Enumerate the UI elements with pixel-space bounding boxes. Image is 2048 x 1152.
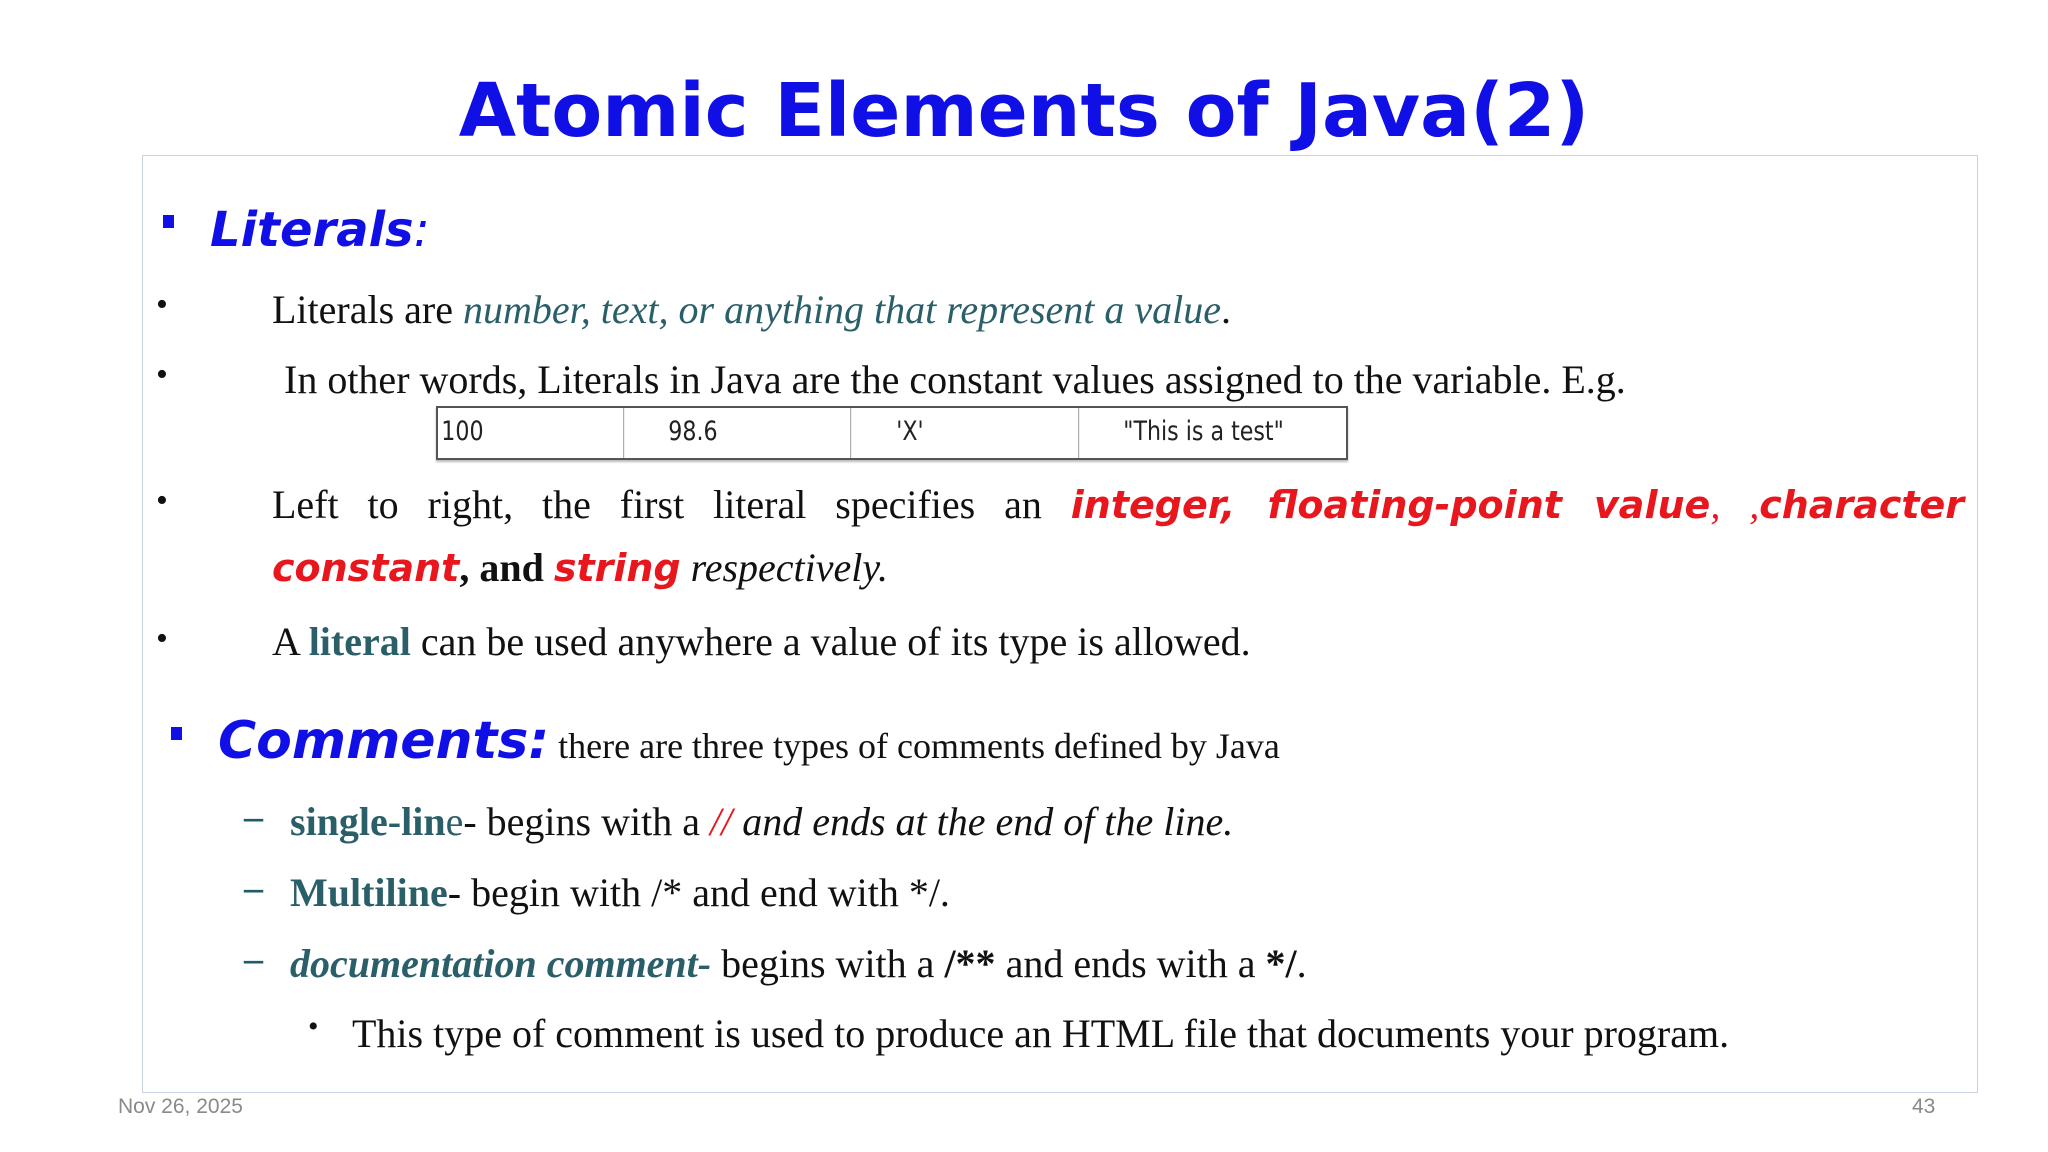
bullet-dot-icon: • xyxy=(156,620,168,657)
literal-definition-emph: number, text, or anything that represent a value xyxy=(463,287,1222,332)
comment-multiline-rest: - begin with /* and end with */. xyxy=(447,870,950,915)
documentation-purpose: This type of comment is used to produce an HTML file that documents your program. xyxy=(352,1011,1730,1056)
literal-kind-integer: integer, xyxy=(1070,483,1268,527)
example-cell-float: 98.6 xyxy=(665,408,851,458)
square-bullet-icon xyxy=(163,215,174,228)
literal-kind-respectively: respectively. xyxy=(680,545,888,590)
slide-title: Atomic Elements of Java(2) xyxy=(458,68,1590,154)
literals-heading-text: Literals xyxy=(210,202,414,258)
comment-multiline-term: Multiline xyxy=(290,870,448,915)
comments-heading-text: Comments: xyxy=(218,711,550,771)
literal-kind-floating: floating-point value xyxy=(1267,483,1711,527)
literal-kind-character: character xyxy=(1759,483,1965,527)
comment-single-line-slashes: // xyxy=(709,799,733,844)
comment-single-line-mid: - begins with a xyxy=(463,799,710,844)
literal-kind-comma-and: , and xyxy=(459,545,554,590)
example-cell-string: "This is a test" xyxy=(1123,416,1284,447)
dash-bullet-icon: – xyxy=(244,867,263,909)
literal-usage-prefix: A xyxy=(272,619,309,664)
comments-intro: there are three types of comments defined by Java xyxy=(549,726,1280,766)
literal-kind-constant: constant xyxy=(272,546,460,590)
literal-kind-separator: , , xyxy=(1710,482,1760,527)
literals-heading xyxy=(210,200,430,260)
literal-usage xyxy=(272,617,1251,667)
bullet-dot-icon: • xyxy=(308,1010,319,1043)
literal-constant-text: In other words, Literals in Java are the constant values assigned to the variable. E.g. xyxy=(284,357,1626,402)
literal-kind-string: string xyxy=(553,546,681,590)
comments-heading xyxy=(218,708,1280,787)
comment-multiline xyxy=(290,868,950,918)
literal-example-table xyxy=(436,406,1348,460)
literals-colon: : xyxy=(413,202,430,258)
bullet-dot-icon: • xyxy=(156,356,168,393)
literal-kinds-prefix: Left to right, the first literal specifies an xyxy=(272,482,1071,527)
comment-documentation-close: */ xyxy=(1265,941,1297,986)
literal-kinds-line2 xyxy=(272,543,888,593)
dash-bullet-icon: – xyxy=(244,796,263,838)
literal-definition-prefix: Literals are xyxy=(272,287,463,332)
comment-single-line-term: single-lin xyxy=(290,799,446,844)
comment-single-line-rest: and ends at the end of the line. xyxy=(732,799,1234,844)
dash-bullet-icon: – xyxy=(244,938,263,980)
comment-documentation-open: /** xyxy=(944,941,996,986)
bullet-dot-icon: • xyxy=(156,286,168,323)
comment-documentation-and: and ends with a xyxy=(995,941,1266,986)
literal-usage-suffix: can be used anywhere a value of its type is allowed. xyxy=(410,619,1251,664)
literal-definition-suffix: . xyxy=(1221,287,1232,332)
footer-date: Nov 26, 2025 xyxy=(118,1095,243,1118)
literal-kinds-line1 xyxy=(272,480,1964,530)
comment-documentation-end: . xyxy=(1296,941,1307,986)
comment-documentation xyxy=(290,939,1307,989)
example-cell-integer: 100 xyxy=(438,408,624,458)
literal-usage-term: literal xyxy=(308,619,411,664)
footer-page-number: 43 xyxy=(1912,1095,1936,1118)
comment-documentation-mid: begins with a xyxy=(711,941,945,986)
comment-documentation-term: documentation comment- xyxy=(290,941,712,986)
bullet-dot-icon: • xyxy=(156,482,168,519)
comment-single-line-term-end: e xyxy=(445,799,464,844)
square-bullet-icon xyxy=(171,727,182,740)
comment-single-line xyxy=(290,797,1233,847)
literal-definition xyxy=(272,285,1231,335)
example-cell-char: 'X' xyxy=(893,408,1079,458)
